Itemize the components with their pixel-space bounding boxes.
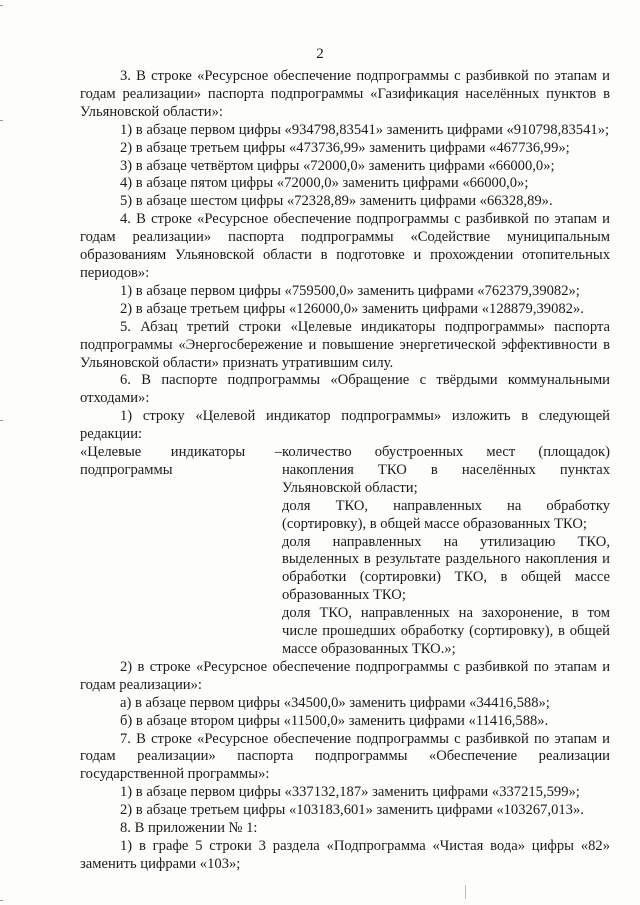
scan-mark: [465, 885, 466, 899]
paragraph: 2) в абзаце третьем цифры «473736,99» заменить цифрами «467736,99»;: [120, 139, 570, 156]
paragraph: 1) в графе 5 строки 3 раздела «Подпрограмма «Чистая вода» цифры «82» заменить цифрами «103»;: [80, 837, 610, 872]
document-body: [80, 68, 610, 874]
indicator-item: количество обустроенных мест (площадок) накопления ТКО в населённых пунктах Ульяновской области;: [282, 444, 610, 496]
paragraph: 8. В приложении № 1:: [120, 820, 258, 837]
paragraph: 5) в абзаце шестом цифры «72328,89» заменить цифрами «66328,89».: [120, 193, 553, 210]
paragraph: 2) в абзаце третьем цифры «103183,601» заменить цифрами «103267,013».: [120, 802, 584, 819]
paragraph: 5. Абзац третий строки «Целевые индикаторы подпрограммы» паспорта подпрограммы «Энергосбережение и повышение энергетической эффективности в Ульяновской области» признать утратившим силу.: [80, 318, 610, 371]
paragraph: 7. В строке «Ресурсное обеспечение подпрограммы с разбивкой по этапам и годам реализации» паспорта подпрограммы «Обеспечение реализации государственной программы»:: [80, 730, 610, 783]
margin-mark: [0, 120, 3, 121]
paragraph: 4) в абзаце пятом цифры «72000,0» заменить цифрами «66000,0»;: [120, 175, 529, 192]
paragraph: 3) в абзаце четвёртом цифры «72000,0» заменить цифрами «66000,0»;: [120, 157, 555, 174]
paragraph: 2) в абзаце третьем цифры «126000,0» заменить цифрами «128879,39082».: [120, 300, 584, 317]
paragraph: а) в абзаце первом цифры «34500,0» заменить цифрами «34416,588»;: [120, 694, 550, 711]
margin-mark: [0, 900, 3, 901]
paragraph: 1) в абзаце первом цифры «337132,187» заменить цифрами «337215,599»;: [120, 784, 580, 801]
indicator-row-label: «Целевые индикаторы – подпрограммы: [80, 444, 282, 478]
indicator-row-values: [282, 444, 610, 659]
paragraph: 3. В строке «Ресурсное обеспечение подпрограммы с разбивкой по этапам и годам реализации» паспорта подпрограммы «Газификация населённых пунктов в Ульяновской области»:: [80, 68, 610, 120]
page-number: 2: [316, 46, 324, 62]
indicator-item: доля ТКО, направленных на обработку (сортировку), в общей массе образованных ТКО;: [282, 497, 610, 532]
margin-mark: [0, 5, 3, 6]
paragraph: 4. В строке «Ресурсное обеспечение подпрограммы с разбивкой по этапам и годам реализации» паспорта подпрограммы «Содействие муниципальным образованиям Ульяновской области в подготовке и прохождении отопительных периодов»:: [80, 211, 610, 281]
paragraph: 2) в строке «Ресурсное обеспечение подпрограммы с разбивкой по этапам и годам реализации»:: [80, 658, 610, 693]
margin-mark: [0, 420, 3, 421]
indicator-item: доля ТКО, направленных на захоронение, в том числе прошедших обработку (сортировку), в общей массе образованных ТКО.»;: [282, 605, 610, 657]
indicator-item: доля направленных на утилизацию ТКО, выделенных в результате раздельного накопления и обработки (сортировки) ТКО, в общей массе образованных ТКО;: [282, 533, 610, 604]
indicator-row: [80, 444, 610, 659]
paragraph: 1) строку «Целевой индикатор подпрограммы» изложить в следующей редакции:: [80, 408, 610, 443]
paragraph: 1) в абзаце первом цифры «759500,0» заменить цифрами «762379,39082»;: [120, 282, 580, 299]
paragraph: б) в абзаце втором цифры «11500,0» заменить цифрами «11416,588».: [120, 712, 549, 729]
paragraph: 1) в абзаце первом цифры «934798,83541» заменить цифрами «910798,83541»;: [120, 121, 610, 138]
paragraph: 6. В паспорте подпрограммы «Обращение с твёрдыми коммунальными отходами»:: [80, 372, 610, 407]
